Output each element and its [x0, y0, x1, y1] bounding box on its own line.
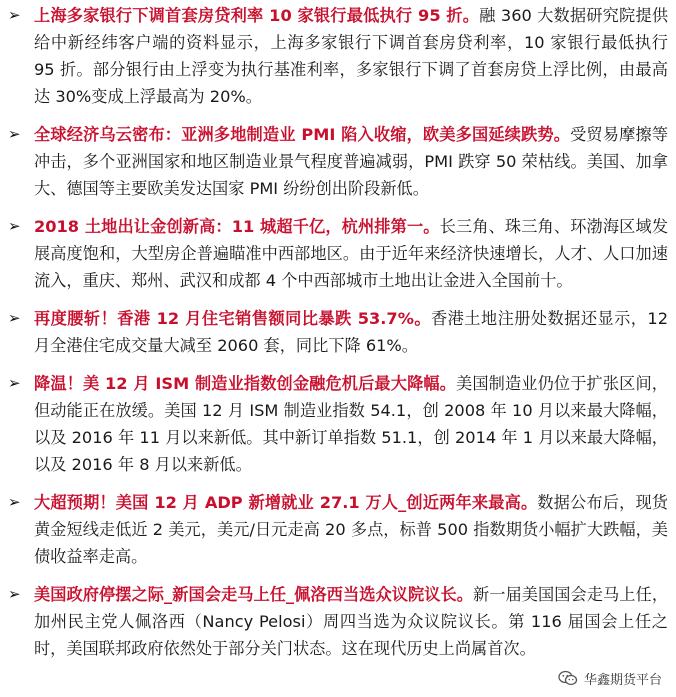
news-item-6	[4, 489, 668, 570]
watermark-text: 华鑫期货平台	[583, 673, 662, 688]
news-item-2	[4, 121, 668, 202]
news-headline: 上海多家银行下调首套房贷利率 10 家银行最低执行 95 折。	[34, 6, 480, 25]
news-headline: 再度腰斩！香港 12 月住宅销售额同比暴跌 53.7%。	[34, 309, 432, 328]
arrowhead-bullet-icon: ➢	[8, 374, 21, 392]
news-item-1	[4, 2, 668, 110]
news-body: 受贸易摩擦等冲击，多个亚洲国家和地区制造业景气程度普遍减弱，PMI 跌穿 50 荣枯线。美国、加拿大、德国等主要欧美发达国家 PMI 纷纷创出阶段新低。	[34, 125, 669, 198]
arrowhead-bullet-icon: ➢	[8, 6, 21, 24]
news-body: 香港土地注册处数据还显示，12 月全港住宅成交量大减至 2060 套，同比下降 61%。	[34, 309, 668, 355]
news-body: 新一届美国国会走马上任，加州民主党人佩洛西（Nancy Pelosi）周四当选为众议院议长。第 116 届国会上任之时，美国联邦政府依然处于部分关门状态。这在现代历史上尚属首次。	[34, 585, 669, 658]
arrowhead-bullet-icon: ➢	[8, 493, 21, 511]
news-body: 数据公布后，现货黄金短线走低近 2 美元，美元/日元走高 20 多点，标普 500 指数期货小幅扩大跌幅，美债收益率走高。	[34, 493, 668, 566]
arrowhead-bullet-icon: ➢	[8, 585, 21, 603]
arrowhead-bullet-icon: ➢	[8, 309, 21, 327]
news-headline: 美国政府停摆之际_新国会走马上任_佩洛西当选众议院议长。	[34, 585, 473, 604]
news-headline: 2018 土地出让金创新高：11 城超千亿，杭州排第一。	[34, 217, 440, 236]
wechat-icon	[558, 670, 578, 687]
news-body: 融 360 大数据研究院提供给中新经纬客户端的资料显示，上海多家银行下调首套房贷利率，10 家银行最低执行 95 折。部分银行由上浮变为执行基准利率，多家银行下调了首套房贷上浮比例，由最高达 30%变成上浮最高为 20%。	[34, 6, 669, 106]
news-headline: 大超预期！美国 12 月 ADP 新增就业 27.1 万人_创近两年来最高。	[34, 493, 538, 512]
arrowhead-bullet-icon: ➢	[8, 217, 21, 235]
news-body: 美国制造业仍位于扩张区间，但动能正在放缓。美国 12 月 ISM 制造业指数 54.1，创 2008 年 10 月以来最大降幅，以及 2016 年 11 月以来新低。其中新订单指数 51.1，创 2014 年 1 月以来最大降幅，以及 2016 年 8 月以来新低。	[34, 374, 668, 474]
arrowhead-bullet-icon: ➢	[8, 125, 21, 143]
news-body: 长三角、珠三角、环渤海区域发展高度饱和，大型房企普遍瞄准中西部地区。由于近年来经济快速增长，人才、人口加速流入，重庆、郑州、武汉和成都 4 个中西部城市土地出让金进入全国前十。	[34, 217, 669, 290]
news-headline: 全球经济乌云密布：亚洲多地制造业 PMI 陷入收缩，欧美多国延续跌势。	[34, 125, 571, 144]
news-item-7	[4, 581, 668, 662]
news-item-5	[4, 370, 668, 478]
news-item-4	[4, 305, 668, 359]
watermark	[554, 668, 666, 689]
news-item-3	[4, 213, 668, 294]
news-headline: 降温！美 12 月 ISM 制造业指数创金融危机后最大降幅。	[34, 374, 457, 393]
